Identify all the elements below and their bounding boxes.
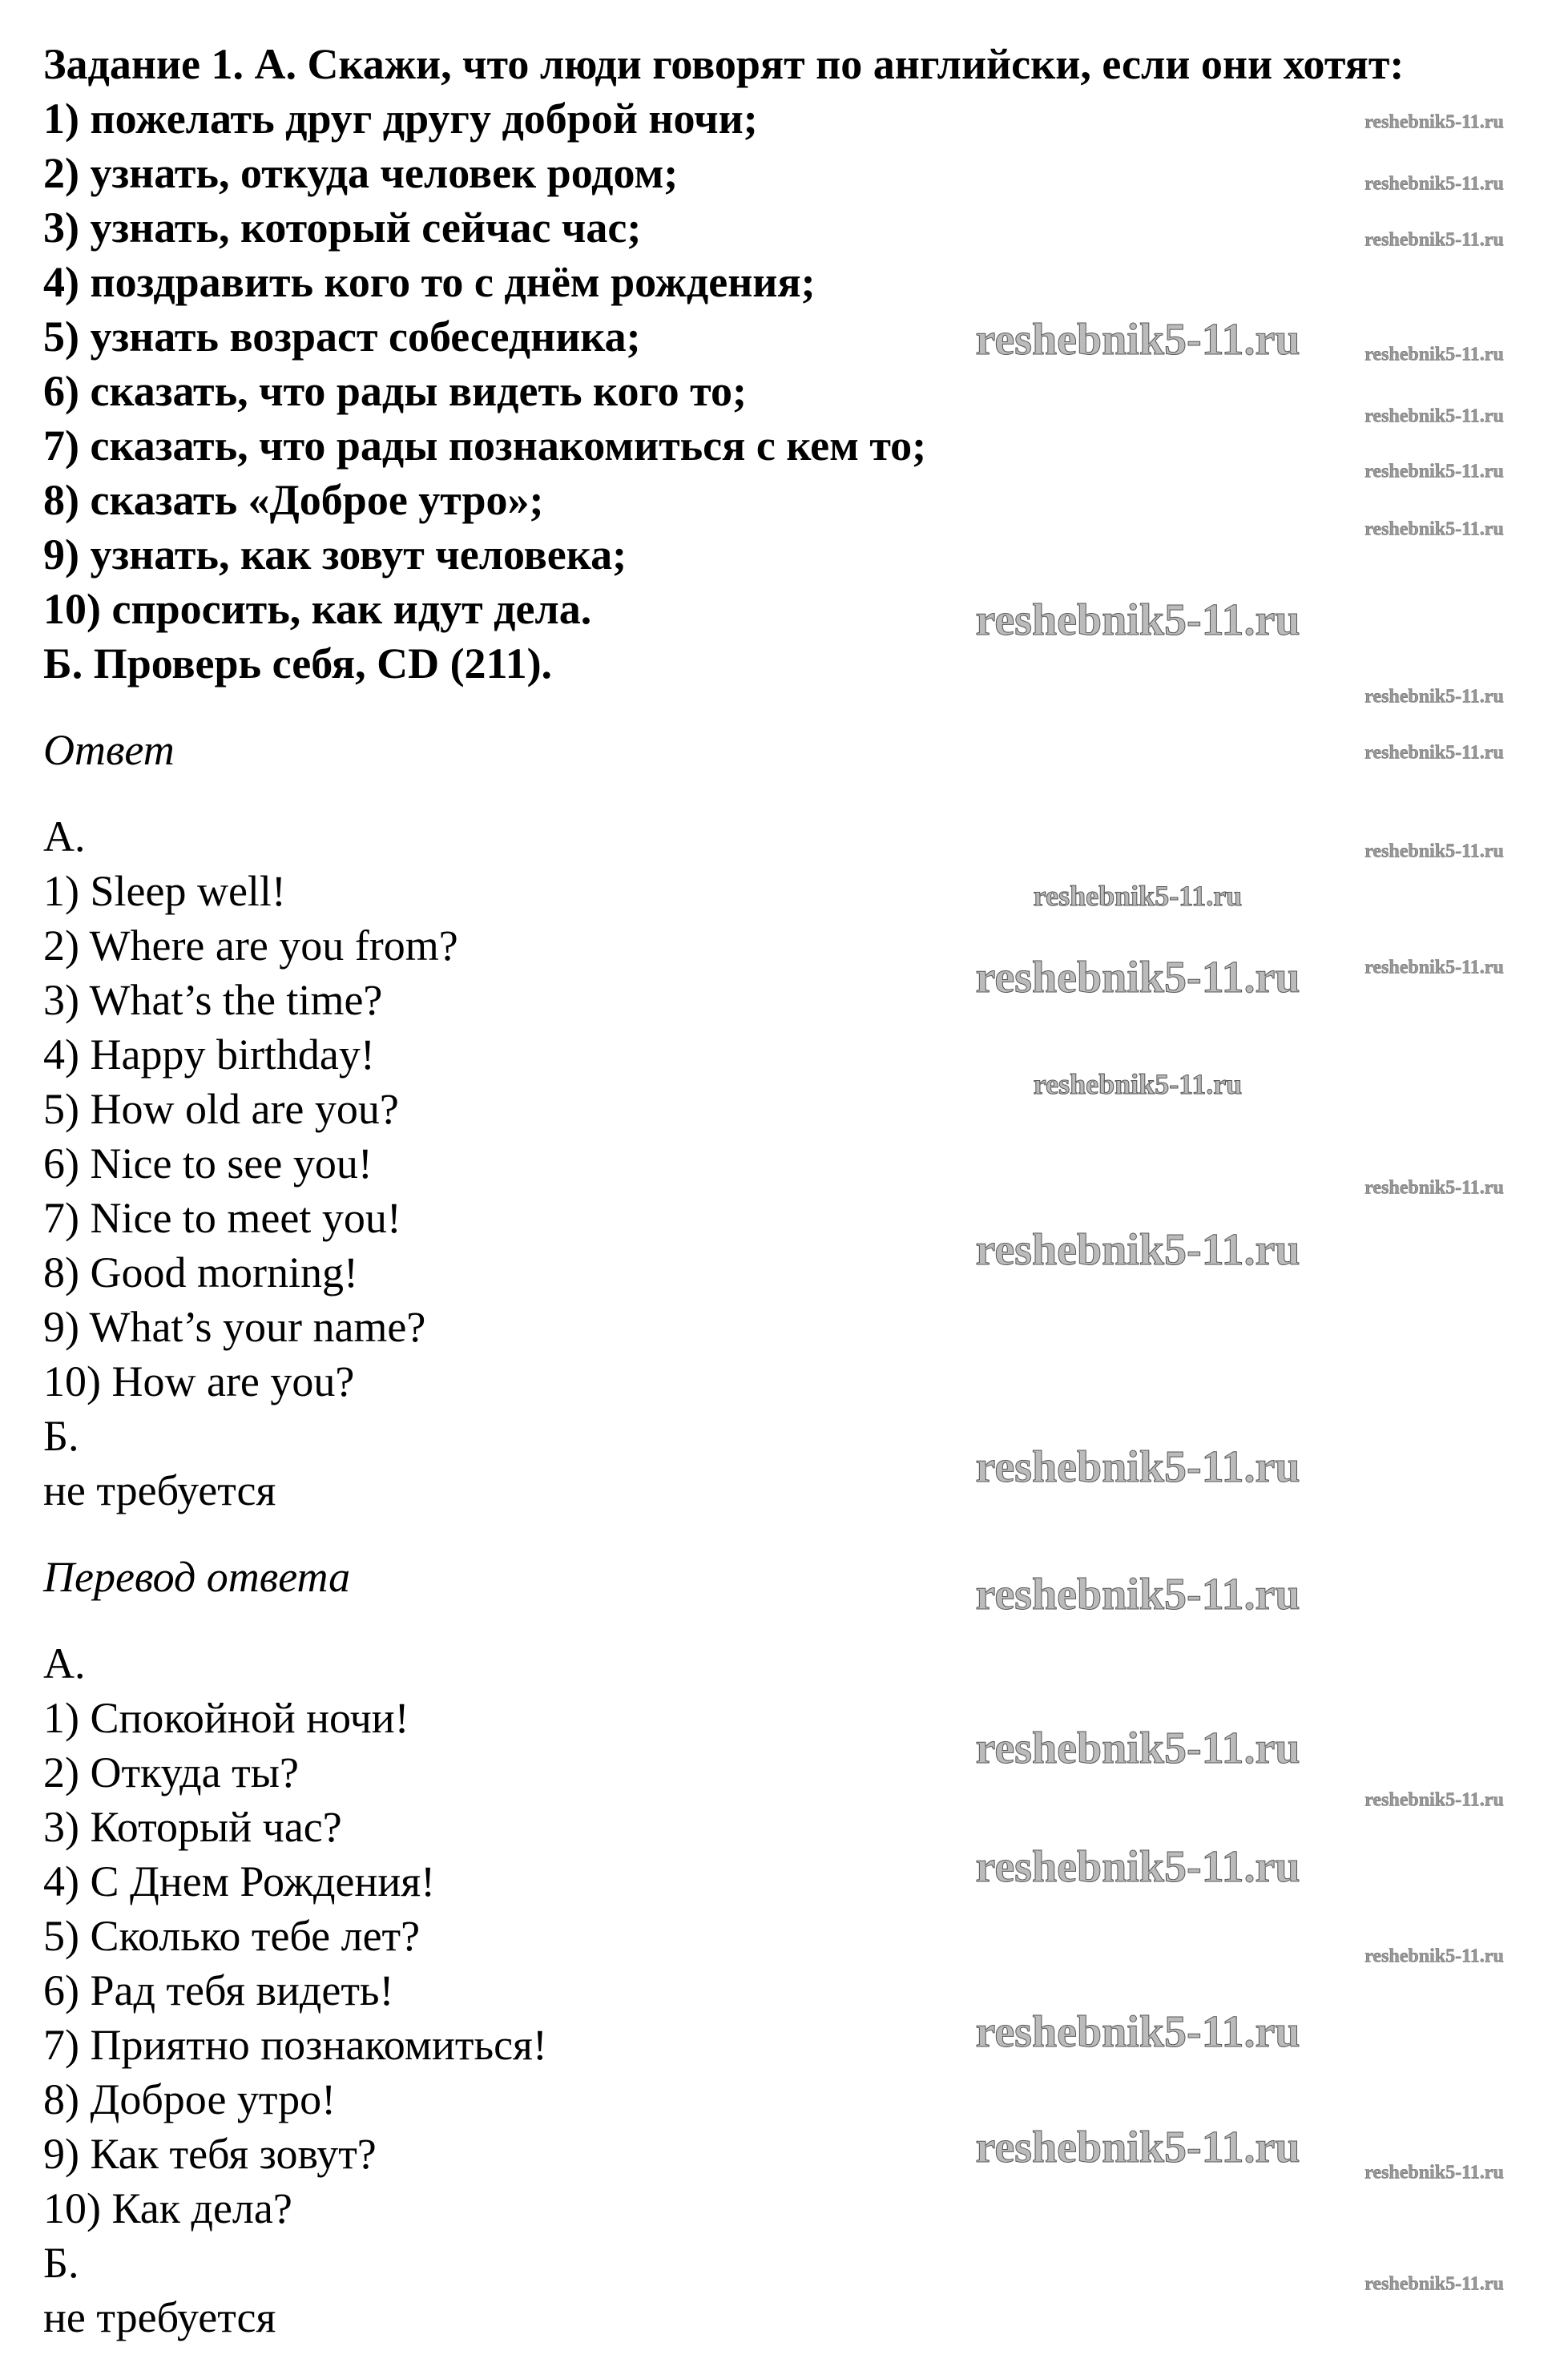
watermark: reshebnik5-11.ru <box>1033 880 1243 912</box>
watermark: reshebnik5-11.ru <box>975 1842 1300 1892</box>
answer-part-b-text: не требуется <box>43 1466 276 1514</box>
watermark: reshebnik5-11.ru <box>1033 1068 1243 1100</box>
watermark: reshebnik5-11.ru <box>1364 686 1504 708</box>
task-item: 2) узнать, откуда человек родом; <box>43 149 679 197</box>
answer-part-b: Б. <box>43 1412 79 1460</box>
watermark: reshebnik5-11.ru <box>975 2123 1300 2172</box>
task-item: 4) поздравить кого то с днём рождения; <box>43 258 816 306</box>
translation-item: 8) Доброе утро! <box>43 2075 337 2123</box>
watermark: reshebnik5-11.ru <box>975 1724 1300 1773</box>
watermark: reshebnik5-11.ru <box>975 1225 1300 1275</box>
document <box>43 37 1536 2345</box>
watermark: reshebnik5-11.ru <box>1364 229 1504 251</box>
task-item: 6) сказать, что рады видеть кого то; <box>43 367 747 415</box>
task-item: 3) узнать, который сейчас час; <box>43 204 642 252</box>
translation-item: 4) С Днем Рождения! <box>43 1857 436 1905</box>
answer-heading: Ответ <box>43 726 175 774</box>
watermark: reshebnik5-11.ru <box>1364 957 1504 978</box>
task-part-b: Б. Проверь себя, CD (211). <box>43 639 553 688</box>
watermark: reshebnik5-11.ru <box>1364 2273 1504 2295</box>
watermark: reshebnik5-11.ru <box>1364 111 1504 133</box>
translation-part-b: Б. <box>43 2239 79 2287</box>
answer-item: 3) What’s the time? <box>43 976 383 1024</box>
task-item: 10) спросить, как идут дела. <box>43 585 592 633</box>
watermark: reshebnik5-11.ru <box>1364 461 1504 482</box>
watermark: reshebnik5-11.ru <box>1364 2162 1504 2183</box>
answer-part-a: А. <box>43 812 86 861</box>
watermark: reshebnik5-11.ru <box>1364 344 1504 365</box>
task-item: 1) пожелать друг другу доброй ночи; <box>43 95 758 143</box>
watermark: reshebnik5-11.ru <box>1364 1946 1504 1967</box>
answer-item: 9) What’s your name? <box>43 1303 426 1351</box>
watermark: reshebnik5-11.ru <box>975 953 1300 1002</box>
watermark: reshebnik5-11.ru <box>1364 405 1504 427</box>
translation-item: 6) Рад тебя видеть! <box>43 1966 394 2014</box>
translation-item: 10) Как дела? <box>43 2184 292 2232</box>
answer-item: 1) Sleep well! <box>43 867 286 915</box>
translation-item: 7) Приятно познакомиться! <box>43 2021 547 2069</box>
watermark: reshebnik5-11.ru <box>1364 1177 1504 1199</box>
watermark: reshebnik5-11.ru <box>975 2007 1300 2057</box>
watermark: reshebnik5-11.ru <box>1364 841 1504 862</box>
watermark: reshebnik5-11.ru <box>975 1570 1300 1619</box>
watermark: reshebnik5-11.ru <box>1364 1789 1504 1811</box>
translation-item: 2) Откуда ты? <box>43 1748 299 1796</box>
answer-item: 8) Good morning! <box>43 1248 358 1296</box>
watermark: reshebnik5-11.ru <box>1364 742 1504 764</box>
task-title: Задание 1. А. Скажи, что люди говорят по английски, если они хотят: <box>43 40 1405 88</box>
translation-part-a: А. <box>43 1639 86 1688</box>
watermark: reshebnik5-11.ru <box>1364 518 1504 540</box>
translation-item: 3) Который час? <box>43 1803 342 1851</box>
answer-item: 2) Where are you from? <box>43 921 458 970</box>
translation-part-b-text: не требуется <box>43 2293 276 2341</box>
answer-item: 4) Happy birthday! <box>43 1030 375 1079</box>
watermark: reshebnik5-11.ru <box>975 1442 1300 1492</box>
translation-item: 1) Спокойной ночи! <box>43 1694 409 1742</box>
watermark: reshebnik5-11.ru <box>1364 173 1504 195</box>
answer-item: 7) Nice to meet you! <box>43 1194 401 1242</box>
task-item: 7) сказать, что рады познакомиться с кем то; <box>43 421 927 470</box>
translation-item: 5) Сколько тебе лет? <box>43 1912 421 1960</box>
task-item: 9) узнать, как зовут человека; <box>43 530 627 579</box>
answer-item: 6) Nice to see you! <box>43 1139 373 1188</box>
translation-heading: Перевод ответа <box>43 1553 351 1601</box>
task-item: 8) сказать «Доброе утро»; <box>43 476 544 524</box>
answer-item: 5) How old are you? <box>43 1085 399 1133</box>
task-item: 5) узнать возраст собеседника; <box>43 312 641 361</box>
answer-item: 10) How are you? <box>43 1357 355 1405</box>
watermark: reshebnik5-11.ru <box>975 595 1300 645</box>
translation-item: 9) Как тебя зовут? <box>43 2130 377 2178</box>
watermark: reshebnik5-11.ru <box>975 315 1300 365</box>
